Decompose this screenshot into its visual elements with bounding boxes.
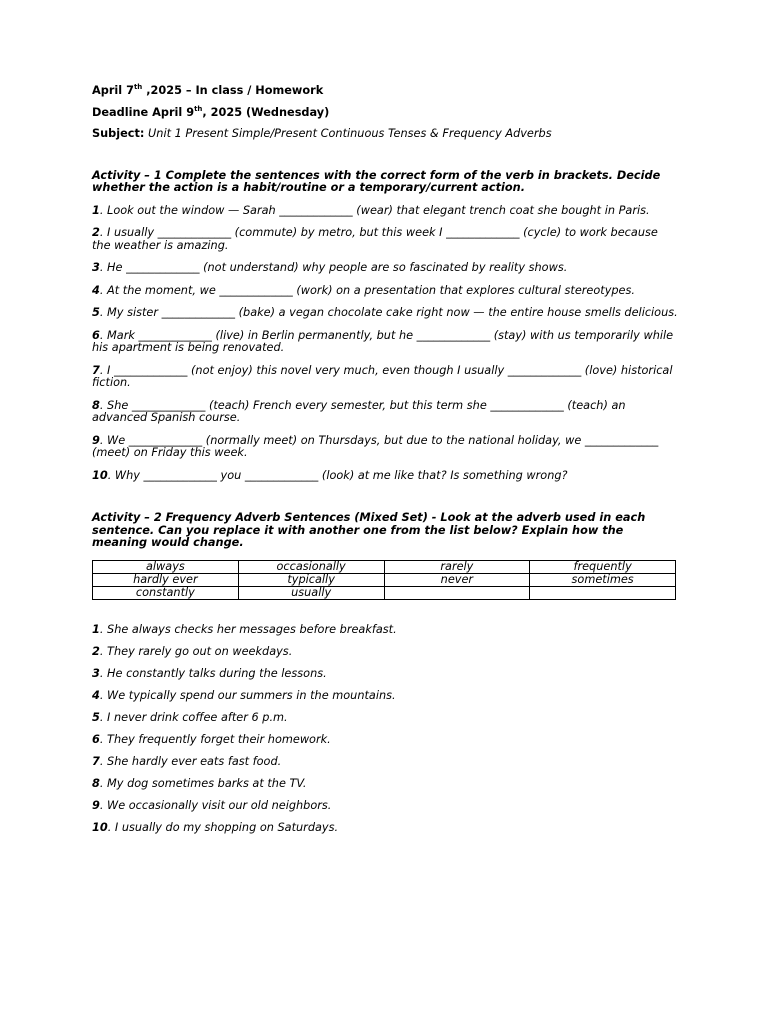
- table-cell: rarely: [384, 560, 530, 573]
- table-cell: frequently: [530, 560, 676, 573]
- list-item: [92, 822, 678, 835]
- item-number: 4: [92, 688, 100, 702]
- item-number: 6: [92, 328, 100, 342]
- item-number: 8: [92, 776, 100, 790]
- item-text: . They frequently forget their homework.: [99, 732, 331, 746]
- item-number: 1: [92, 622, 100, 636]
- date-prefix: April 7: [92, 84, 134, 97]
- list-item: [92, 756, 678, 769]
- table-cell: [384, 586, 530, 599]
- activity-2-section: [92, 512, 678, 834]
- item-number: 3: [92, 666, 100, 680]
- activity-2-list: [92, 624, 678, 835]
- list-item: [92, 778, 678, 791]
- item-number: 3: [92, 261, 100, 274]
- table-cell: usually: [238, 586, 384, 599]
- item-text: . I never drink coffee after 6 p.m.: [99, 710, 288, 724]
- item-number: 1: [92, 203, 100, 217]
- date-superscript: th: [133, 83, 143, 91]
- deadline-suffix: , 2025 (Wednesday): [202, 105, 330, 119]
- deadline-line: [92, 104, 678, 120]
- item-text: . She _____________ (teach) French every semester, but this term she _____________ (teach) an advanced Spanish course.: [92, 398, 626, 424]
- item-text: . She hardly ever eats fast food.: [99, 754, 282, 768]
- date-suffix: ,2025 – In class / Homework: [142, 84, 324, 97]
- list-item: [92, 668, 678, 681]
- list-item: [92, 712, 678, 725]
- item-number: 2: [92, 226, 100, 239]
- item-text: . They rarely go out on weekdays.: [99, 644, 293, 658]
- item-number: 10: [92, 468, 108, 482]
- subject-value: Unit 1 Present Simple/Present Continuous Tenses & Frequency Adverbs: [144, 127, 552, 140]
- item-number: 8: [92, 398, 100, 412]
- date-line: [92, 85, 678, 98]
- item-number: 5: [92, 710, 100, 724]
- item-text: . She always checks her messages before breakfast.: [99, 622, 397, 636]
- item-text: . At the moment, we _____________ (work) on a presentation that explores cultural stereotypes.: [99, 283, 635, 297]
- item-number: 6: [92, 732, 100, 746]
- list-item: [92, 435, 678, 460]
- list-item: [92, 330, 678, 355]
- item-text: . We occasionally visit our old neighbors.: [99, 798, 332, 812]
- item-text: . We typically spend our summers in the mountains.: [99, 688, 396, 702]
- table-cell: [530, 586, 676, 599]
- table-cell: constantly: [93, 586, 239, 599]
- list-item: [92, 800, 678, 813]
- list-item: [92, 262, 678, 275]
- activity-1-heading: Activity – 1 Complete the sentences with the correct form of the verb in brackets. Decide whether the action is a habit/routine or a temporary/current action.: [92, 168, 661, 194]
- activity-1-list: [92, 205, 678, 483]
- list-item: [92, 734, 678, 747]
- list-item: [92, 205, 678, 218]
- activity-1-section: [92, 170, 678, 483]
- item-text: . Why _____________ you _____________ (look) at me like that? Is something wrong?: [107, 468, 568, 482]
- item-number: 9: [92, 798, 100, 812]
- list-item: [92, 227, 678, 252]
- table-cell: occasionally: [238, 560, 384, 573]
- list-item: [92, 285, 678, 298]
- table-cell: always: [93, 560, 239, 573]
- item-text: . My sister _____________ (bake) a vegan chocolate cake right now — the entire house smells delicious.: [99, 306, 678, 319]
- table-cell: hardly ever: [93, 573, 239, 586]
- list-item: [92, 400, 678, 425]
- list-item: [92, 646, 678, 659]
- subject-label: Subject:: [92, 127, 145, 140]
- item-text: . He constantly talks during the lessons.: [99, 666, 327, 680]
- item-text: . My dog sometimes barks at the TV.: [99, 776, 307, 790]
- table-cell: sometimes: [530, 573, 676, 586]
- item-text: . Look out the window — Sarah _____________ (wear) that elegant trench coat she bought in Paris.: [99, 203, 650, 217]
- activity-2-heading: Activity – 2 Frequency Adverb Sentences (Mixed Set) - Look at the adverb used in each sentence. Can you replace it with another one from the list below? Explain how the meaning would change.: [92, 511, 646, 549]
- table-row: [93, 560, 676, 573]
- table-row: [93, 586, 676, 599]
- item-text: . Mark _____________ (live) in Berlin permanently, but he _____________ (stay) with us temporarily while his apartment is being renovated.: [92, 328, 674, 354]
- item-number: 7: [92, 363, 100, 377]
- item-number: 10: [92, 820, 108, 834]
- item-number: 7: [92, 754, 100, 768]
- list-item: [92, 307, 678, 320]
- adverb-table: [92, 560, 676, 600]
- item-number: 4: [92, 283, 100, 297]
- list-item: [92, 690, 678, 703]
- item-text: . I usually do my shopping on Saturdays.: [107, 820, 339, 834]
- table-cell: never: [384, 573, 530, 586]
- table-cell: typically: [238, 573, 384, 586]
- item-number: 9: [92, 433, 100, 447]
- item-text: . I usually _____________ (commute) by metro, but this week I _____________ (cycle) to work because the weather is amazing.: [92, 226, 658, 252]
- item-number: 5: [92, 306, 100, 319]
- item-number: 2: [92, 644, 100, 658]
- subject-line: [92, 128, 678, 141]
- item-text: . I _____________ (not enjoy) this novel very much, even though I usually _____________ (love) historical fiction.: [92, 363, 673, 389]
- list-item: [92, 470, 678, 483]
- deadline-superscript: th: [194, 104, 203, 113]
- table-row: [93, 573, 676, 586]
- list-item: [92, 624, 678, 637]
- item-text: . He _____________ (not understand) why people are so fascinated by reality shows.: [99, 261, 568, 274]
- deadline-prefix: Deadline April 9: [92, 105, 195, 119]
- list-item: [92, 365, 678, 390]
- item-text: . We _____________ (normally meet) on Thursdays, but due to the national holiday, we _____________ (meet) on Friday this week.: [92, 433, 659, 459]
